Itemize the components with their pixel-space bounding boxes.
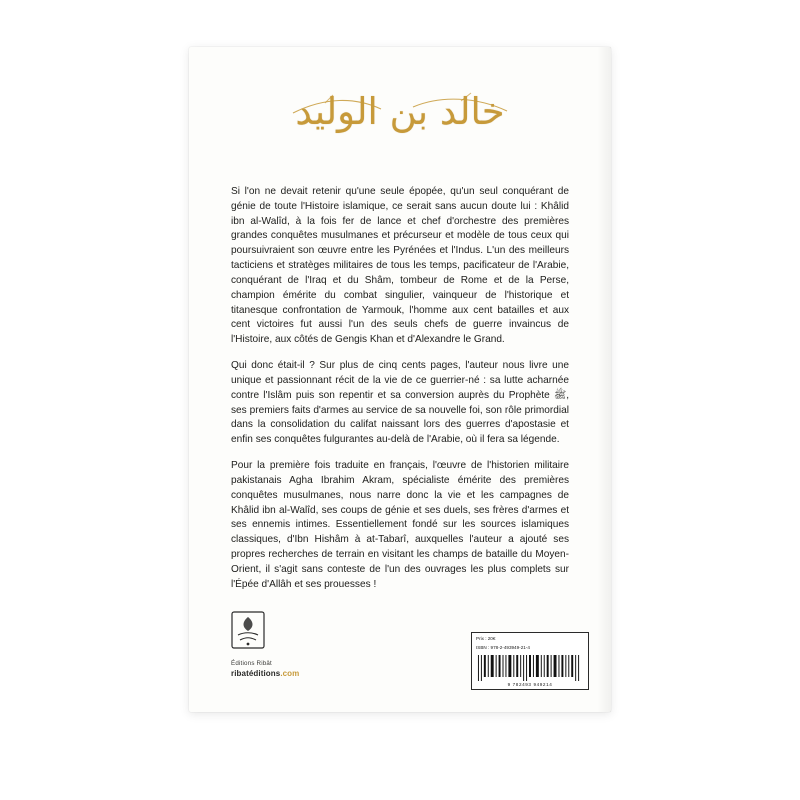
publisher-block (231, 611, 381, 678)
publisher-website-suffix: .com (280, 669, 300, 678)
book-title-arabic: خالد بن الوليد (295, 90, 505, 133)
back-cover-blurb (231, 185, 569, 604)
ribat-logo-icon (231, 611, 265, 649)
blurb-paragraph-3: Pour la première fois traduite en français, l'œuvre de l'historien militaire pakistanais Agha Ibrahim Akram, spécialiste émérite des premières conquêtes musulmanes, nous narre donc la vie et les campagnes de Khâlid ibn al-Walîd, ses coups de génie et ses duels, ses frères d'armes et ses ennemis intimes. Essentiellement fondé sur les sources islamiques classiques, d'Ibn Hishâm à at-Tabarî, auxquelles l'auteur a ajouté ses propres recherches de terrain en visitant les champs de bataille du Moyen-Orient, il s'agit sans conteste de l'un des ouvrages les plus complets sur l'Épée d'Allâh et ses prouesses ! (231, 460, 569, 590)
barcode-block (471, 632, 589, 690)
barcode-isbn: ISBN : 978-2-493949-21-4 (476, 645, 530, 651)
barcode-number: 9 782493 949214 (507, 682, 553, 687)
publisher-website-text: ribatéditions (231, 669, 281, 678)
blurb-paragraph-1: Si l'on ne devait retenir qu'une seule épopée, qu'un seul conquérant de génie de toute l'Histoire islamique, ce serait sans aucun doute lui : Khâlid ibn al-Walîd, à la fois fer de lance et chef d'orchestre des premières grandes conquêtes musulmanes et précurseur et modèle de tous ceux qui poursuivraient son œuvre entre les Pyrénées et l'Indus. L'un des meilleurs tacticiens et stratèges militaires de tous les temps, pacificateur de l'Arabie, conquérant de l'Iraq et du Shâm, tombeur de Rome et de la Perse, champion émérite du combat singulier, vainqueur de l'historique et titanesque confrontation de Yarmouk, l'homme aux cent batailles et aux cent victoires fut aussi l'un des seuls chefs de guerre invaincus de l'Histoire, aux côtés de Gengis Khan et d'Alexandre le Grand. (231, 186, 569, 346)
book-back-cover (189, 47, 611, 712)
barcode-bars-icon (476, 655, 584, 681)
blurb-paragraph-2: Qui donc était-il ? Sur plus de cinq cents pages, l'auteur nous livre une unique et passionnant récit de la vie de ce guerrier-né : sa lutte acharnée contre l'Islâm puis son repentir et sa conversion auprès du Prophète ﷺ, ses premiers faits d'armes au service de sa nouvelle foi, son rôle primordial dans la consolidation du califat naissant lors des guerres d'apostasie et enfin ses conquêtes fulgurantes au-delà de l'Arabie, où il fera sa légende. (231, 360, 569, 446)
publisher-website (231, 669, 381, 678)
spine-shading (597, 47, 611, 712)
barcode-price: Prix : 20€ (476, 636, 496, 642)
publisher-name: Éditions Ribât (231, 660, 272, 667)
